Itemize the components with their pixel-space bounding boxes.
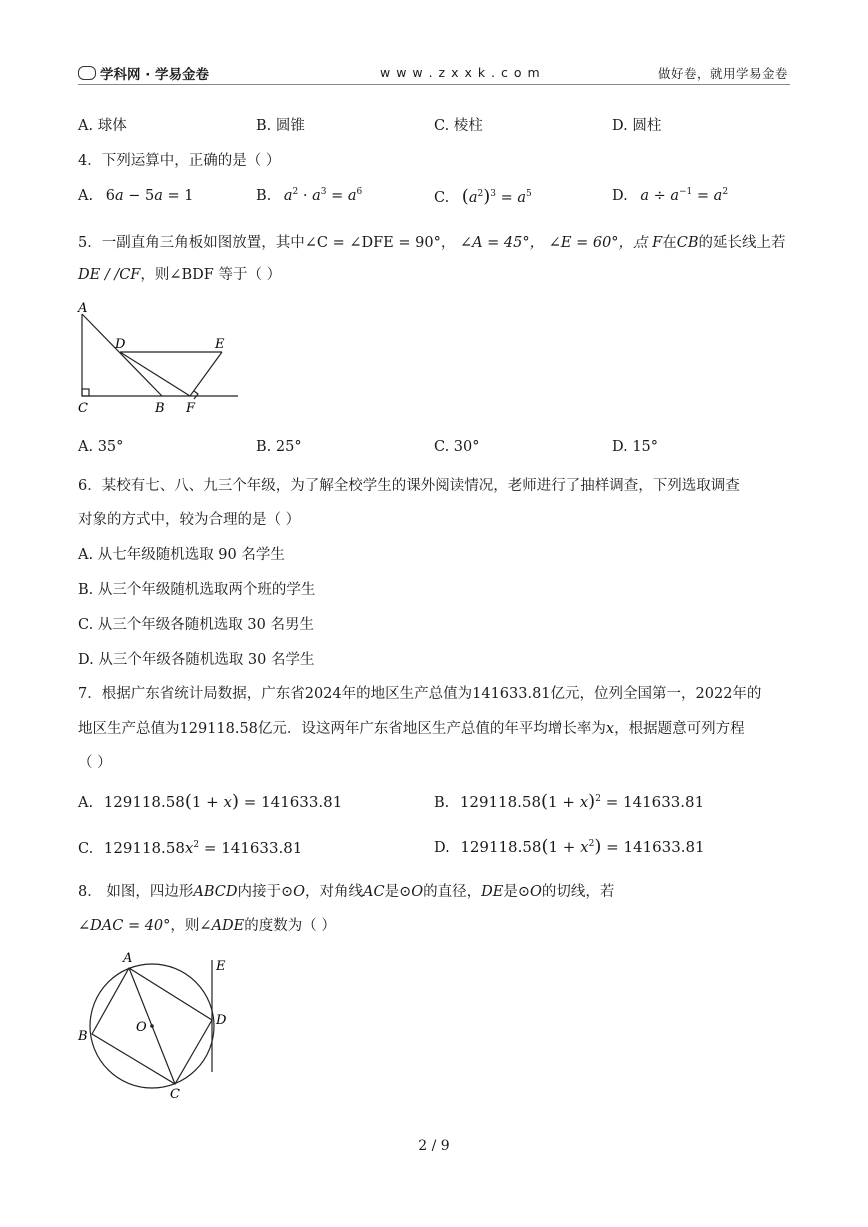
q7-text-c: ，根据题意可列方程: [614, 721, 745, 737]
q6-option-b: B. 从三个年级随机选取两个班的学生: [78, 582, 316, 598]
q7-text-a: 地区生产总值为129118.58亿元．设这两年广东省地区生产总值的年平均增长率为: [78, 721, 606, 737]
q4-option-d-label: D.: [612, 188, 628, 204]
q8-t5: ，对角线: [305, 884, 364, 900]
q5-text-1: 5．一副直角三角板如图放置，其中∠C = ∠DFE = 90°，: [78, 235, 456, 251]
q4-option-b-formula: $a^2 \cdot a^3 = a^6$: [283, 187, 363, 204]
q6-stem-line1: 6．某校有七、八、九三个年级，为了解全校学生的课外阅读情况，老师进行了抽样调查，下列选取调查: [78, 478, 740, 494]
q8-t11: 是⊙: [503, 884, 531, 900]
q5-option-a: A. 35°: [78, 439, 124, 455]
q7-a-num2: 141633.81: [261, 793, 343, 811]
q4-option-d-formula: $a \div a^{-1} = a^2$: [640, 187, 729, 204]
q7-d-num2: 141633.81: [623, 838, 705, 856]
q7-option-c-label: C.: [78, 841, 94, 857]
q8-t17: 的度数为（ ）: [244, 918, 336, 934]
q8-t8: O: [411, 884, 424, 900]
q7-stem-line1: 7．根据广东省统计局数据，广东省2024年的地区生产总值为141633.81亿元，位列全国第一，2022年的: [78, 686, 762, 702]
q5-stem-line1: [78, 231, 785, 252]
q5-right-angle-c: [82, 389, 89, 396]
logo-text: 学科网 · 学易金卷: [100, 67, 210, 83]
q7-c-num2: 141633.81: [221, 839, 303, 857]
q4-stem: 4．下列运算中，正确的是（ ）: [78, 153, 281, 169]
q5-label-a: A: [78, 301, 88, 316]
q5-text-6: CB: [676, 235, 699, 251]
q7-option-b: [434, 791, 704, 812]
q7-option-d: [434, 836, 705, 857]
header-divider: [78, 84, 790, 85]
q4-option-c: [434, 186, 532, 207]
q5-label-d: D: [115, 337, 126, 352]
q4-option-b-label: B.: [256, 188, 272, 204]
q7-option-a: [78, 791, 342, 812]
q7-option-c: [78, 839, 302, 857]
q3-option-a: A. 球体: [78, 118, 127, 134]
q8-t7: 是⊙: [384, 884, 412, 900]
q4-option-c-formula: $(a^2)^3 = a^5$: [461, 186, 532, 207]
q4-option-d: [612, 188, 728, 204]
q8-label-b: B: [78, 1029, 88, 1044]
q7-stem-line3: （ ）: [78, 755, 112, 771]
q8-stem-line1: [78, 880, 614, 901]
q3-option-d: D. 圆柱: [612, 118, 662, 134]
q7-d-num1: 129118.58: [460, 838, 542, 856]
q5-text-5: 在: [662, 235, 677, 251]
q8-t6: AC: [363, 884, 385, 900]
q4-option-a-formula: 6a − 5a = 1: [105, 188, 194, 204]
q8-label-d: D: [216, 1013, 227, 1028]
q5-text-3: ∠E = 60°，点: [548, 235, 648, 251]
q5-option-b: B. 25°: [256, 439, 302, 455]
q7-option-b-formula: $129118.58(1 + x)^2 = 141633.81$: [459, 791, 705, 812]
q5-figure: [70, 300, 250, 420]
q4-option-b: [256, 188, 362, 204]
q8-t13: 的切线，若: [541, 884, 615, 900]
q7-option-b-label: B.: [434, 795, 450, 811]
q8-t15: ，则∠: [170, 918, 212, 934]
q8-t12: O: [530, 884, 542, 900]
q8-t3: 内接于⊙: [237, 884, 294, 900]
q7-a-num1: 129118.58: [103, 793, 185, 811]
q5-line-ef: [190, 352, 222, 396]
q5-text-7: 的延长线上若: [698, 235, 786, 251]
q8-t9: 的直径，: [423, 884, 482, 900]
q8-center-dot: [150, 1024, 154, 1028]
q5-text-2: ∠A = 45°，: [459, 235, 545, 251]
q8-t10: DE: [481, 884, 504, 900]
q5-label-b: B: [155, 401, 165, 416]
header-logo: [78, 63, 209, 83]
q5-right-angle-f: [194, 391, 198, 399]
q5-label-e: E: [215, 337, 225, 352]
q7-b-num2: 141633.81: [623, 793, 705, 811]
q7-b-num1: 129118.58: [459, 793, 541, 811]
q5-option-c: C. 30°: [434, 439, 480, 455]
q8-stem-line2: [78, 914, 336, 935]
q4-option-a: [78, 188, 193, 204]
q5-text-4: F: [652, 235, 663, 251]
q4-option-a-label: A.: [78, 188, 94, 204]
header-slogan: 做好卷，就用学易金卷: [657, 66, 788, 81]
q7-option-c-formula: $129118.58x^2 = 141633.81$: [103, 839, 303, 857]
q4-option-c-label: C.: [434, 190, 450, 206]
q6-option-d: D. 从三个年级各随机选取 30 名学生: [78, 652, 315, 668]
q6-option-c: C. 从三个年级各随机选取 30 名男生: [78, 617, 314, 633]
q3-option-c: C. 棱柱: [434, 118, 483, 134]
q5-text-9: ，则∠BDF 等于（ ）: [140, 267, 282, 283]
q8-t14: ∠DAC = 40°: [78, 918, 171, 934]
q5-label-c: C: [78, 401, 88, 416]
page-number: 2 / 9: [418, 1138, 450, 1154]
q7-option-d-label: D.: [434, 840, 450, 856]
q7-option-a-formula: 129118.58(1 + x) = 141633.81: [103, 791, 343, 812]
q5-stem-line2: [78, 263, 281, 284]
q8-label-a: A: [123, 951, 133, 966]
q8-label-c: C: [170, 1087, 180, 1100]
q8-label-o: O: [136, 1020, 147, 1035]
header-url: w w w . z x x k . c o m: [380, 65, 541, 80]
q6-option-a: A. 从七年级随机选取 90 名学生: [78, 547, 285, 563]
q3-option-b: B. 圆锥: [256, 118, 305, 134]
q7-c-num1: 129118.58: [103, 839, 185, 857]
q8-figure: [74, 950, 244, 1100]
q7-option-a-label: A.: [78, 795, 94, 811]
q6-stem-line2: 对象的方式中，较为合理的是（ ）: [78, 512, 301, 528]
q8-label-e: E: [216, 959, 226, 974]
q5-option-d: D. 15°: [612, 439, 659, 455]
q8-t2: ABCD: [193, 884, 238, 900]
logo-icon: [78, 66, 96, 80]
q7-text-b: x: [605, 721, 615, 737]
q5-line-ab: [82, 314, 162, 396]
q7-option-d-formula: $129118.58(1 + x^2) = 141633.81$: [460, 836, 705, 857]
q5-label-f: F: [186, 401, 196, 416]
q5-text-8: DE / /CF: [78, 267, 141, 283]
q8-t4: O: [293, 884, 306, 900]
q8-t1: 8． 如图，四边形: [78, 884, 194, 900]
q8-t16: ADE: [211, 918, 245, 934]
q7-stem-line2: [78, 717, 745, 738]
